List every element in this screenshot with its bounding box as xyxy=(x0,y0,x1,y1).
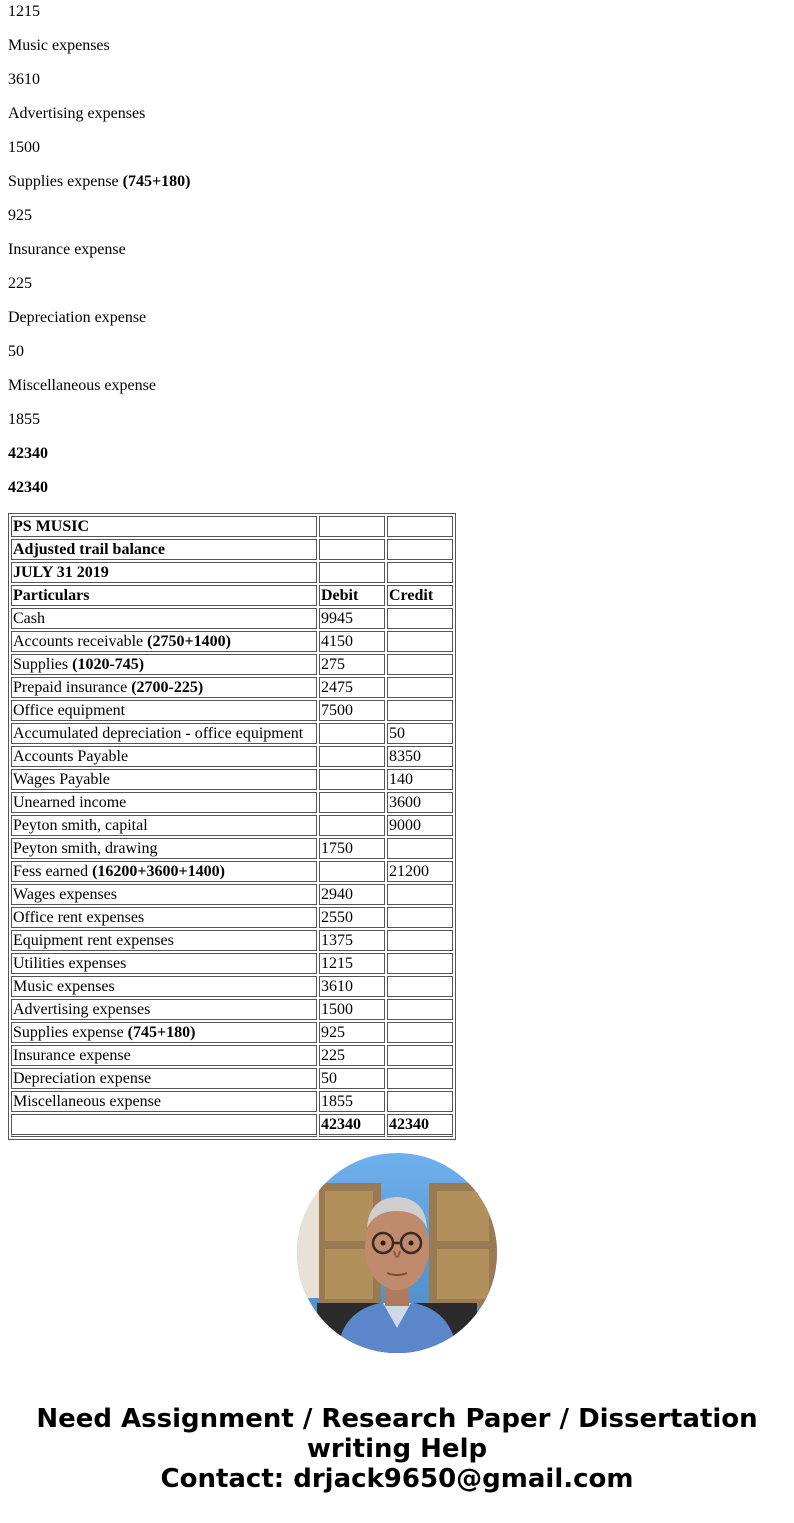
author-photo xyxy=(297,1153,497,1353)
table-row xyxy=(11,746,453,767)
credit-cell: 9000 xyxy=(387,815,453,836)
text-line: Miscellaneous expense xyxy=(8,377,156,394)
promo-contact-line: Contact: drjack9650@gmail.com xyxy=(160,1464,634,1494)
table-row xyxy=(11,700,453,721)
text-line: Supplies expense (745+180) xyxy=(8,173,191,190)
text-line: 1855 xyxy=(8,411,40,428)
table-row xyxy=(11,631,453,652)
credit-cell xyxy=(387,677,453,698)
particular-cell: Insurance expense xyxy=(11,1045,317,1066)
particular-cell: Depreciation expense xyxy=(11,1068,317,1089)
promo-line-2: writing Help xyxy=(306,1434,488,1464)
table-row xyxy=(11,1068,453,1089)
text-line: 42340 xyxy=(8,479,48,496)
credit-cell xyxy=(387,838,453,859)
text-line: 925 xyxy=(8,207,32,224)
debit-cell xyxy=(319,861,385,882)
author-avatar xyxy=(297,1153,497,1353)
text-line: Advertising expenses xyxy=(8,105,146,122)
particular-cell: Cash xyxy=(11,608,317,629)
table-title-row xyxy=(11,516,453,537)
particular-cell: Equipment rent expenses xyxy=(11,930,317,951)
debit-cell: 9945 xyxy=(319,608,385,629)
debit-cell: 925 xyxy=(319,1022,385,1043)
text-line: 50 xyxy=(8,343,24,360)
debit-cell xyxy=(319,746,385,767)
text-line: 225 xyxy=(8,275,32,292)
particular-cell: Wages expenses xyxy=(11,884,317,905)
particular-cell: Accumulated depreciation - office equipment xyxy=(11,723,317,744)
table-row xyxy=(11,608,453,629)
table-row xyxy=(11,677,453,698)
debit-cell xyxy=(319,769,385,790)
credit-cell xyxy=(387,700,453,721)
total-credit: 42340 xyxy=(387,1114,453,1137)
particular-cell: Prepaid insurance (2700-225) xyxy=(11,677,317,698)
table-date-row xyxy=(11,562,453,583)
text-line: 1500 xyxy=(8,139,40,156)
table-row xyxy=(11,792,453,813)
text-line: 1215 xyxy=(8,3,40,20)
table-row xyxy=(11,976,453,997)
table-row xyxy=(11,1091,453,1112)
table-row xyxy=(11,884,453,905)
table-row xyxy=(11,723,453,744)
particular-cell: Peyton smith, capital xyxy=(11,815,317,836)
particular-cell: Office rent expenses xyxy=(11,907,317,928)
debit-cell: 2940 xyxy=(319,884,385,905)
table-date: JULY 31 2019 xyxy=(11,562,317,583)
debit-cell xyxy=(319,792,385,813)
table-row xyxy=(11,861,453,882)
table-subtitle: Adjusted trail balance xyxy=(11,539,317,560)
table-row xyxy=(11,999,453,1020)
debit-cell: 50 xyxy=(319,1068,385,1089)
particular-cell: Utilities expenses xyxy=(11,953,317,974)
text-line: 3610 xyxy=(8,71,40,88)
credit-cell xyxy=(387,1091,453,1112)
trial-balance-table xyxy=(8,513,456,1140)
promo-line-1: Need Assignment / Research Paper / Dissertation xyxy=(36,1404,758,1434)
credit-cell: 21200 xyxy=(387,861,453,882)
table-row xyxy=(11,769,453,790)
table-row xyxy=(11,930,453,951)
text-line: Insurance expense xyxy=(8,241,126,258)
total-debit: 42340 xyxy=(319,1114,385,1137)
debit-cell: 225 xyxy=(319,1045,385,1066)
credit-cell xyxy=(387,907,453,928)
table-title: PS MUSIC xyxy=(11,516,317,537)
text-line: 42340 xyxy=(8,445,48,462)
credit-cell xyxy=(387,1045,453,1066)
credit-cell: 3600 xyxy=(387,792,453,813)
credit-cell xyxy=(387,1068,453,1089)
credit-cell xyxy=(387,930,453,951)
credit-cell xyxy=(387,999,453,1020)
totals-row xyxy=(11,1114,453,1137)
debit-cell: 1750 xyxy=(319,838,385,859)
header-particulars: Particulars xyxy=(11,585,317,606)
table-row xyxy=(11,815,453,836)
particular-cell: Office equipment xyxy=(11,700,317,721)
debit-cell: 2550 xyxy=(319,907,385,928)
particular-cell: Unearned income xyxy=(11,792,317,813)
table-row xyxy=(11,1045,453,1066)
trial-balance-table-wrapper xyxy=(8,513,456,1140)
debit-cell: 4150 xyxy=(319,631,385,652)
help-promo-banner xyxy=(0,1404,794,1494)
debit-cell: 1855 xyxy=(319,1091,385,1112)
credit-cell xyxy=(387,953,453,974)
debit-cell: 1375 xyxy=(319,930,385,951)
header-credit: Credit xyxy=(387,585,453,606)
credit-cell xyxy=(387,631,453,652)
particular-cell: Supplies expense (745+180) xyxy=(11,1022,317,1043)
table-row xyxy=(11,953,453,974)
table-row xyxy=(11,654,453,675)
credit-cell: 140 xyxy=(387,769,453,790)
debit-cell xyxy=(319,815,385,836)
table-header-row xyxy=(11,585,453,606)
particular-cell: Accounts receivable (2750+1400) xyxy=(11,631,317,652)
credit-cell xyxy=(387,608,453,629)
particular-cell: Fess earned (16200+3600+1400) xyxy=(11,861,317,882)
particular-cell: Supplies (1020-745) xyxy=(11,654,317,675)
credit-cell xyxy=(387,1022,453,1043)
table-subtitle-row xyxy=(11,539,453,560)
debit-cell: 7500 xyxy=(319,700,385,721)
particular-cell: Advertising expenses xyxy=(11,999,317,1020)
debit-cell: 1215 xyxy=(319,953,385,974)
debit-cell: 3610 xyxy=(319,976,385,997)
debit-cell xyxy=(319,723,385,744)
header-debit: Debit xyxy=(319,585,385,606)
particular-cell: Accounts Payable xyxy=(11,746,317,767)
table-row xyxy=(11,838,453,859)
credit-cell xyxy=(387,884,453,905)
credit-cell: 8350 xyxy=(387,746,453,767)
text-line: Music expenses xyxy=(8,37,110,54)
particular-cell: Music expenses xyxy=(11,976,317,997)
debit-cell: 1500 xyxy=(319,999,385,1020)
text-line: Depreciation expense xyxy=(8,309,147,326)
table-row xyxy=(11,1022,453,1043)
particular-cell: Miscellaneous expense xyxy=(11,1091,317,1112)
credit-cell xyxy=(387,976,453,997)
table-row xyxy=(11,907,453,928)
credit-cell xyxy=(387,654,453,675)
particular-cell: Wages Payable xyxy=(11,769,317,790)
credit-cell: 50 xyxy=(387,723,453,744)
debit-cell: 275 xyxy=(319,654,385,675)
particular-cell: Peyton smith, drawing xyxy=(11,838,317,859)
debit-cell: 2475 xyxy=(319,677,385,698)
